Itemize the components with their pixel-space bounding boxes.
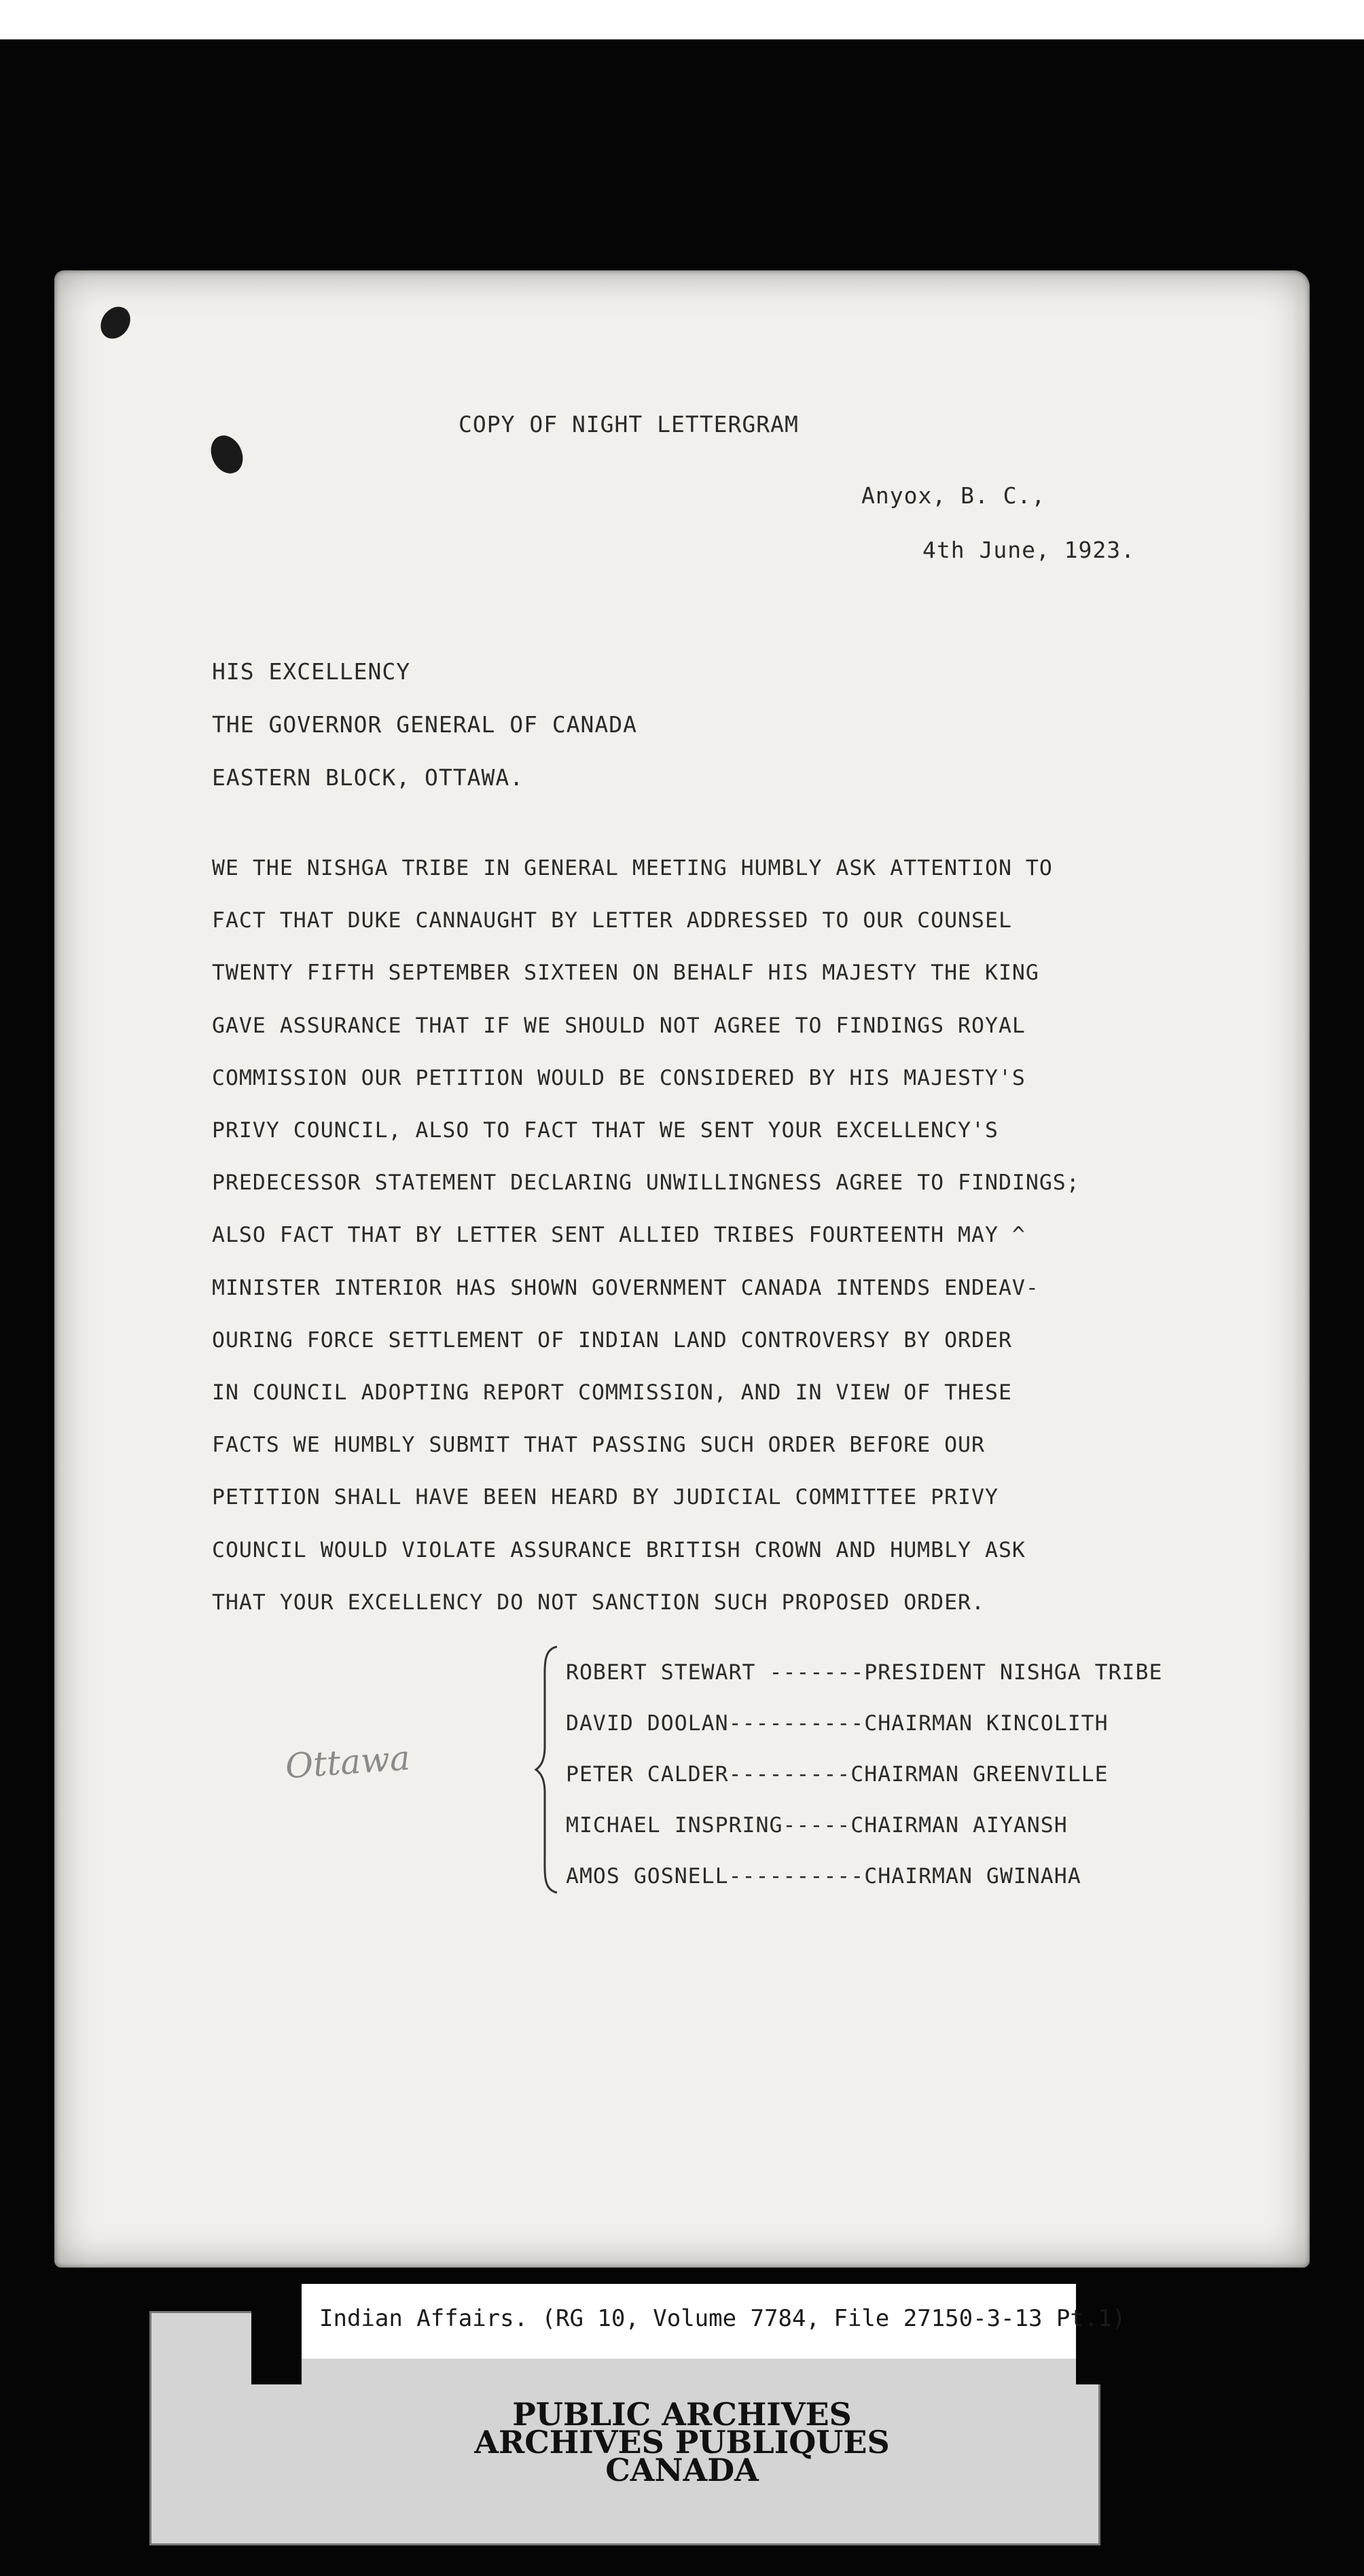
archive-title-line: PUBLIC ARCHIVES [512, 2396, 852, 2433]
signatory-row [566, 1749, 1162, 1800]
addressee-line: THE GOVERNOR GENERAL OF CANADA [212, 711, 638, 738]
body-line: COMMISSION OUR PETITION WOULD BE CONSIDERED BY HIS MAJESTY'S [212, 1065, 1026, 1090]
signatory-list [566, 1647, 1162, 1902]
body-line: MINISTER INTERIOR HAS SHOWN GOVERNMENT CANADA INTENDS ENDEAV- [212, 1275, 1039, 1300]
body-line: GAVE ASSURANCE THAT IF WE SHOULD NOT AGREE TO FINDINGS ROYAL [212, 1013, 1026, 1038]
signatory-name: DAVID DOOLAN [566, 1711, 729, 1736]
body-line: ALSO FACT THAT BY LETTER SENT ALLIED TRIBES FOURTEENTH MAY ^ [212, 1223, 1026, 1248]
signatory-role: CHAIRMAN GWINAHA [864, 1864, 1081, 1889]
signatory-dashes: ---------- [728, 1864, 865, 1889]
signatory-brace [534, 1644, 561, 1895]
signatory-role: CHAIRMAN AIYANSH [850, 1813, 1068, 1838]
handwritten-note: Ottawa [284, 1738, 412, 1787]
body-line: FACTS WE HUMBLY SUBMIT THAT PASSING SUCH ORDER BEFORE OUR [212, 1433, 985, 1458]
signatory-dashes: ---------- [728, 1711, 865, 1736]
document-title: COPY OF NIGHT LETTERGRAM [459, 411, 799, 437]
signatory-role: CHAIRMAN GREENVILLE [850, 1762, 1109, 1787]
top-margin-strip [0, 0, 1364, 39]
body-line: PETITION SHALL HAVE BEEN HEARD BY JUDICIAL COMMITTEE PRIVY [212, 1485, 999, 1510]
signatory-row [566, 1851, 1162, 1902]
addressee-line: HIS EXCELLENCY [212, 658, 411, 685]
signatory-name: ROBERT STEWART [566, 1660, 756, 1685]
archive-title-line: CANADA [605, 2452, 759, 2488]
body-line: FACT THAT DUKE CANNAUGHT BY LETTER ADDRESSED TO OUR COUNSEL [212, 908, 1012, 933]
body-line: PREDECESSOR STATEMENT DECLARING UNWILLINGNESS AGREE TO FINDINGS; [212, 1170, 1080, 1196]
body-line: PRIVY COUNCIL, ALSO TO FACT THAT WE SENT YOUR EXCELLENCY'S [212, 1118, 999, 1143]
signatory-dashes: ------- [755, 1660, 865, 1685]
signatory-name: PETER CALDER [566, 1762, 729, 1787]
addressee-line: EASTERN BLOCK, OTTAWA. [212, 764, 524, 791]
body-line: IN COUNCIL ADOPTING REPORT COMMISSION, AND IN VIEW OF THESE [212, 1380, 1012, 1406]
signatory-row [566, 1800, 1162, 1851]
archive-reference: Indian Affairs. (RG 10, Volume 7784, File 27150-3-13 Pt.1) [319, 2305, 1126, 2332]
body-line: THAT YOUR EXCELLENCY DO NOT SANCTION SUCH PROPOSED ORDER. [212, 1590, 985, 1615]
signatory-row [566, 1647, 1162, 1698]
signatory-name: MICHAEL INSPRING [566, 1813, 783, 1838]
letter-body [212, 842, 1080, 1629]
body-line: WE THE NISHGA TRIBE IN GENERAL MEETING HUMBLY ASK ATTENTION TO [212, 856, 1053, 880]
body-line: TWENTY FIFTH SEPTEMBER SIXTEEN ON BEHALF HIS MAJESTY THE KING [212, 961, 1039, 986]
signatory-dashes: --------- [728, 1762, 851, 1787]
signatory-role: PRESIDENT NISHGA TRIBE [864, 1660, 1163, 1685]
addressee-block [212, 645, 637, 804]
signatory-name: AMOS GOSNELL [566, 1864, 729, 1889]
document-place: Anyox, B. C., [861, 482, 1046, 509]
archive-panel-tab [251, 2310, 302, 2384]
archive-title-line: ARCHIVES PUBLIQUES [474, 2424, 890, 2461]
body-line: OURING FORCE SETTLEMENT OF INDIAN LAND CONTROVERSY BY ORDER [212, 1327, 1012, 1353]
signatory-role: CHAIRMAN KINCOLITH [864, 1711, 1109, 1736]
document-date: 4th June, 1923. [922, 537, 1136, 563]
body-line: COUNCIL WOULD VIOLATE ASSURANCE BRITISH CROWN AND HUMBLY ASK [212, 1537, 1026, 1562]
signatory-row [566, 1698, 1162, 1749]
signatory-dashes: ----- [783, 1813, 851, 1838]
